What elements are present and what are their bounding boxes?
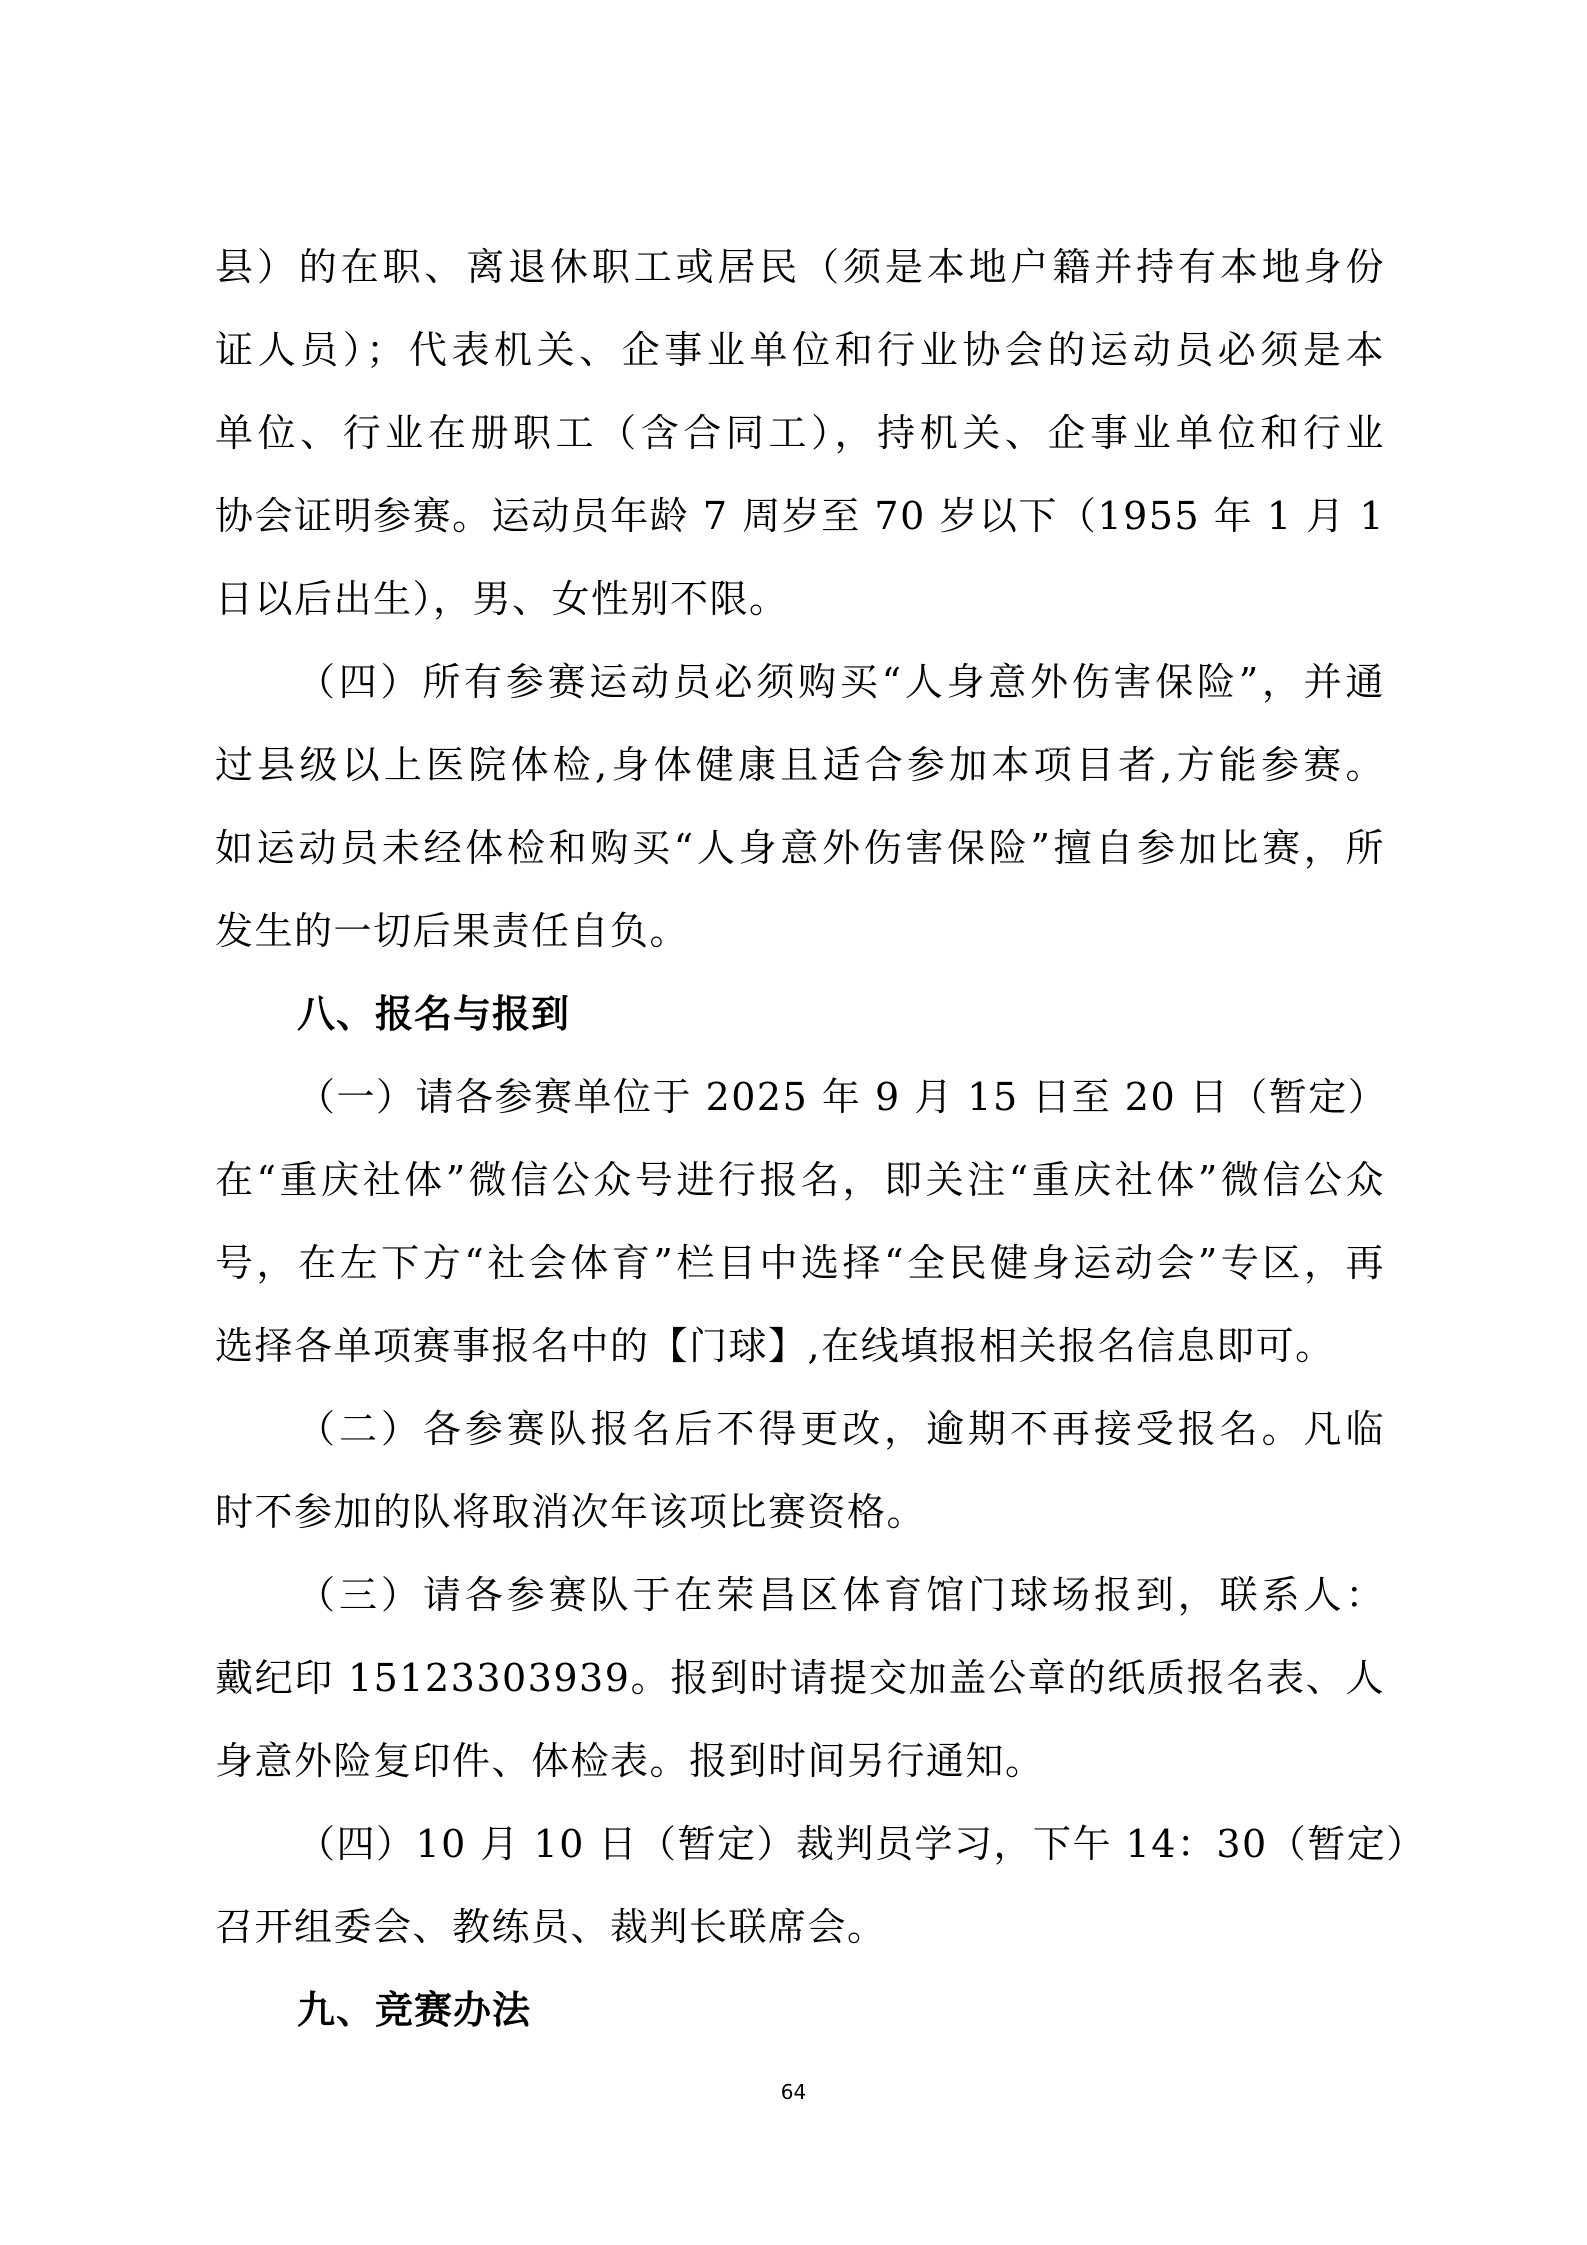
paragraph-registration-item-2 bbox=[215, 1388, 1385, 1554]
section-heading-competition-method: 九、竞赛办法 bbox=[297, 1988, 532, 2032]
text-line: 过县级以上医院体检,身体健康且适合参加本项目者,方能参赛。 bbox=[215, 743, 1385, 787]
text-line: 选择各单项赛事报名中的【门球】,在线填报相关报名信息即可。 bbox=[215, 1324, 1335, 1368]
text-line: 召开组委会、教练员、裁判长联席会。 bbox=[215, 1905, 887, 1949]
section-heading-registration: 八、报名与报到 bbox=[297, 992, 571, 1036]
text-line: 戴纪印 15123303939。报到时请提交加盖公章的纸质报名表、人 bbox=[215, 1656, 1385, 1700]
paragraph-insurance-requirement bbox=[215, 641, 1385, 973]
text-line: 如运动员未经体检和购买“人身意外伤害保险”擅自参加比赛，所 bbox=[215, 826, 1385, 870]
paragraph-registration-item-3 bbox=[215, 1554, 1385, 1803]
text-line: 日以后出生），男、女性别不限。 bbox=[215, 577, 789, 621]
text-line: 时不参加的队将取消次年该项比赛资格。 bbox=[215, 1490, 927, 1534]
page-number: 64 bbox=[780, 2080, 807, 2104]
text-line: （三）请各参赛队于在荣昌区体育馆门球场报到，联系人： bbox=[297, 1573, 1385, 1617]
text-line: （二）各参赛队报名后不得更改，逾期不再接受报名。凡临 bbox=[297, 1407, 1385, 1451]
text-line: （四）10 月 10 日（暂定）裁判员学习，下午 14：30（暂定） bbox=[297, 1822, 1426, 1866]
text-line: （一）请各参赛单位于 2025 年 9 月 15 日至 20 日（暂定） bbox=[297, 1075, 1388, 1119]
paragraph-registration-item-1 bbox=[215, 1056, 1388, 1388]
text-line: 发生的一切后果责任自负。 bbox=[215, 909, 690, 953]
text-line: 单位、行业在册职工（含合同工），持机关、企事业单位和行业 bbox=[215, 411, 1385, 455]
text-line: 县）的在职、离退休职工或居民（须是本地户籍并持有本地身份 bbox=[215, 245, 1385, 289]
text-line: （四）所有参赛运动员必须购买“人身意外伤害保险”，并通 bbox=[297, 660, 1385, 704]
text-line: 号，在左下方“社会体育”栏目中选择“全民健身运动会”专区，再 bbox=[215, 1241, 1385, 1285]
text-line: 协会证明参赛。运动员年龄 7 周岁至 70 岁以下（1955 年 1 月 1 bbox=[215, 494, 1385, 538]
page-content bbox=[215, 226, 1426, 2052]
text-line: 身意外险复印件、体检表。报到时间另行通知。 bbox=[215, 1739, 1045, 1783]
paragraph-eligibility-continued bbox=[215, 226, 1385, 641]
text-line: 证人员）；代表机关、企事业单位和行业协会的运动员必须是本 bbox=[215, 328, 1385, 372]
text-line: 在“重庆社体”微信公众号进行报名，即关注“重庆社体”微信公众 bbox=[215, 1158, 1385, 1202]
paragraph-registration-item-4 bbox=[215, 1803, 1426, 1969]
